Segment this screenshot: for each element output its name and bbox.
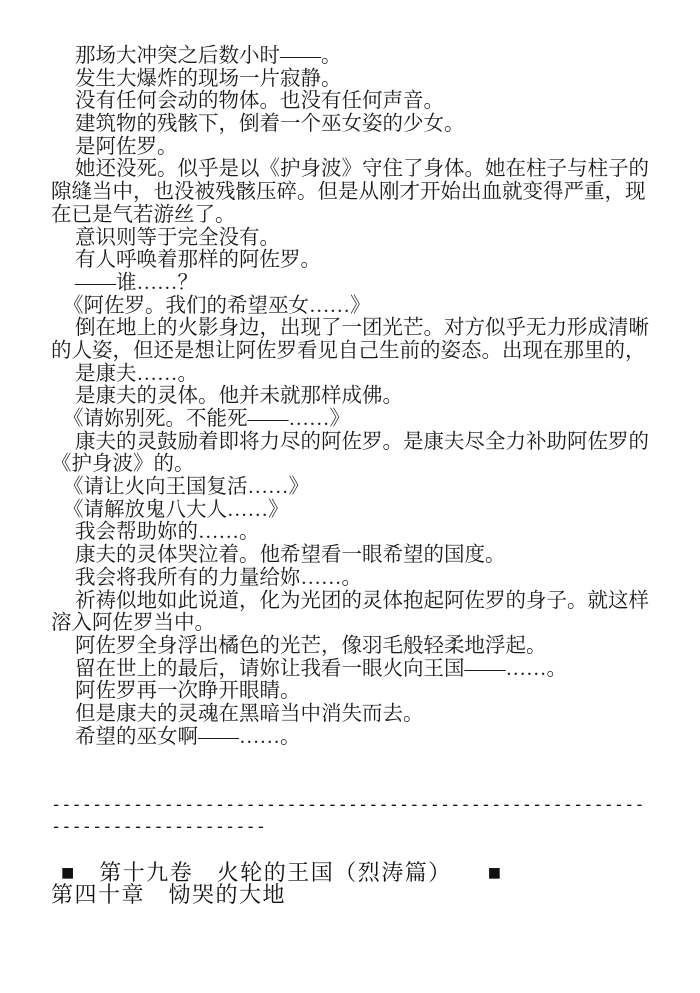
text-line: 我会帮助妳的……。 [75,521,260,544]
chapter-title: 第四十章 恸哭的大地 [51,882,287,908]
text-line: 意识则等于完全没有。 [75,226,280,249]
volume-title: ■ 第十九卷 火轮的王国（烈涛篇） ■ [61,859,503,885]
text-line: 我会将我所有的力量给妳……。 [75,566,362,589]
text-line: 《阿佐罗。我们的希望巫女……》 [63,294,371,317]
text-line: 祈祷似地如此说道，化为光团的灵体抱起阿佐罗的身子。就这样 [75,589,649,612]
text-line: 建筑物的残骸下，倒着一个巫女姿的少女。 [75,113,465,136]
text-line: 是康夫……。 [75,362,198,385]
separator-line: ---------------------------------------------------------- [51,794,645,815]
text-line: 康夫的灵鼓励着即将力尽的阿佐罗。是康夫尽全力补助阿佐罗的 [75,430,649,453]
text-line: 没有任何会动的物体。也没有任何声音。 [75,90,444,113]
blank-line [51,771,650,794]
text-line: 溶入阿佐罗当中。 [51,612,215,635]
text-line: 是康夫的灵体。他并未就那样成佛。 [75,385,403,408]
text-line: 希望的巫女啊——……。 [75,725,301,748]
text-line: 隙缝当中，也没被残骸压碎。但是从刚才开始出血就变得严重，现 [51,181,646,204]
separator-line: --------------------- [51,817,266,838]
text-line: 的人姿，但还是想让阿佐罗看见自己生前的姿态。出现在那里的， [51,339,646,362]
text-line: 发生大爆炸的现场一片寂静。 [75,67,342,90]
text-line: 但是康夫的灵魂在黑暗当中消失而去。 [75,702,424,725]
text-line: 留在世上的最后，请妳让我看一眼火向王国——……。 [75,657,567,680]
text-line: 《护身波》的。 [51,453,195,476]
text-line: 倒在地上的火影身边，出现了一团光芒。对方似乎无力形成清晰 [75,317,649,340]
text-line: 有人呼唤着那样的阿佐罗。 [75,249,321,272]
blank-line [51,748,650,771]
text-line: 那场大冲突之后数小时——。 [75,45,342,67]
text-line: 《请让火向王国复活……》 [63,476,309,499]
blank-line [51,839,650,862]
text-line: 康夫的灵体哭泣着。他希望看一眼希望的国度。 [75,544,506,567]
text-line: 她还没死。似乎是以《护身波》守住了身体。她在柱子与柱子的 [75,158,649,181]
text-line: 阿佐罗再一次睁开眼睛。 [75,680,301,703]
text-line: 《请妳别死。不能死——……》 [63,408,350,430]
text-line: 阿佐罗全身浮出橘色的光芒，像羽毛般轻柔地浮起。 [75,634,547,657]
text-line: 《请解放鬼八大人……》 [63,498,289,521]
text-line: 在已是气若游丝了。 [51,203,236,226]
text-line: 是阿佐罗。 [75,135,178,158]
text-line: ——谁……？ [75,271,198,294]
